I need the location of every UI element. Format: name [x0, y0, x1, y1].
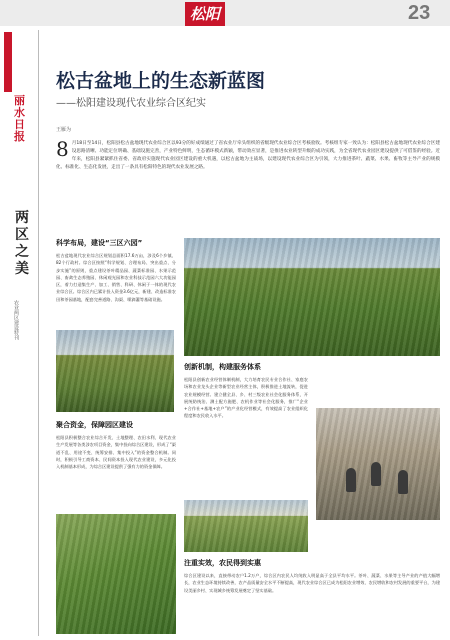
section-body-benefit: 综合区建设以来，直接带动农户1.2万户，综合区内农民人均纯收入明显高于全县平均水平。茶叶、蔬菜、水果等主导产业的产值大幅增长，农业生态环境持续改善，农产品质量安全水平不断提高，现代农业综合区已成为松阳农业增效、农民增收和农村发展的重要平台，为建设美丽乡村、实现城乡统筹发展奠定了坚实基础。: [184, 573, 440, 593]
paper-logo: 松阳: [185, 2, 225, 26]
special-label: 农业两区建设特刊: [13, 300, 19, 340]
article-headline: 松古盆地上的生态新蓝图: [56, 70, 266, 92]
green-valley-photo: [56, 514, 176, 634]
paper-name: 丽水日报: [14, 94, 25, 143]
section-body-funding: 松阳县积极整合农业综合开发、土地整理、农田水利、现代农业生产发展等各类涉农项目资金，集中投向综合区建设，形成了“渠道不乱、用途不变、统筹安排、集中投入”的资金整合机制。同时，积极引导工商资本、民间资本投入现代农业建设，多元化投入机制基本形成，为综合区建设提供了强有力的资金保障。: [56, 435, 176, 470]
section-title-benefit: 注重实效，农民得到实惠: [184, 559, 261, 567]
article-byline: 王雁为: [56, 127, 72, 133]
section-body-service: 松阳县创新农业经营体制机制，大力培育农民专业合作社、家庭农场和农业龙头企业等新型农业经营主体，积极推进土地流转，促进农业规模经营。建立健全县、乡、村三级农业社会化服务体系，开展统防统治、测土配方施肥、农机作业等社会化服务，推广“企业+合作社+基地+农户”的产业化经营模式，有效提高了农业组织化程度和农民收入水平。: [184, 377, 308, 419]
farmers-photo: [316, 408, 440, 520]
page-number: 23: [408, 2, 431, 24]
column-title: 两区之美: [15, 210, 29, 277]
article-lead: [56, 137, 440, 172]
lead-text: 月18日至14日，松阳县松古盆地现代农业综合区以93分的好成绩通过了省农业厅牵头组织的省级现代农业综合区考核验收。考核组专家一致认为：松阳县松古盆地现代农业综合区建设思路清晰、功能定位明确、基础设施完善，产业特色鲜明，生态循环模式新颖，带动效应显著，是推进农业转型升级的成功实践，为全省现代农业园区建设提供了可借鉴的经验。近年来，松阳县紧紧抓住省委、省政府实施现代农业园区建设的重大机遇，以松古盆地为主战场，以建设现代农业综合区为引领，大力推进茶叶、蔬菜、水果、畜牧等主导产业的规模化、标准化、生态化发展，走出了一条具有松阳特色的现代农业发展之路。: [56, 141, 440, 170]
tea-garden-photo: [56, 330, 174, 412]
section-title-layout: 科学布局，建设“三区六园”: [56, 239, 143, 247]
lead-dropcap: 8: [56, 137, 69, 161]
section-body-layout: 松古盆地现代农业综合区规划总面积17.6万亩，涉及6个乡镇、82个行政村。综合区按照“科学规划、合理布局、突出重点、分步实施”的原则，重点建设茶叶精品园、蔬菜标准园、水果示范园、畜禽生态养殖园、休闲观光园和农业科技示范园六大功能园区，着力打造集生产、加工、销售、科研、休闲于一体的现代农业综合区。综合区内已累计投入资金3.6亿元，新建、改造标准农田和茶园基地，配套完善道路、沟渠、喷滴灌等基础设施。: [56, 253, 176, 302]
orchard-photo: [184, 500, 308, 552]
sidebar-accent: [4, 32, 12, 92]
crop-field-photo: [184, 238, 440, 356]
section-title-service: 创新机制，构建服务体系: [184, 363, 261, 371]
section-title-funding: 聚合资金，保障园区建设: [56, 421, 133, 429]
page-header: [0, 0, 450, 26]
article-subheadline: ——松阳建设现代农业综合区纪实: [56, 98, 206, 109]
